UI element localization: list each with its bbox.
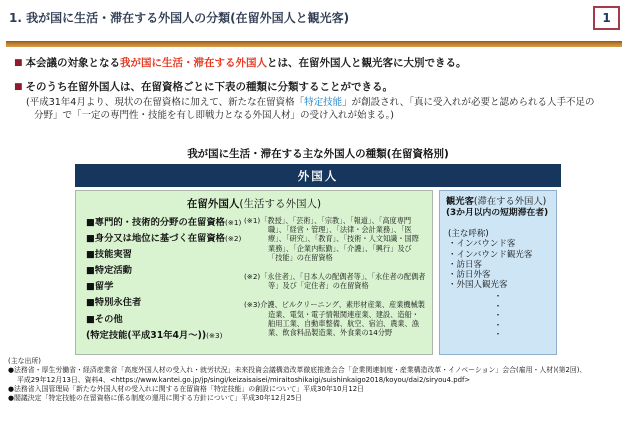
item-label: ■技能実習 [86, 249, 132, 261]
tourist-list-header: (主な呼称) [448, 229, 489, 239]
item-label: ■その他 [86, 313, 123, 325]
footnote-1: (※1)「教授」、「芸術」、「宗教」、「報道」、「高度専門職」、「経営・管理」、「法律・会計業務」、「医療」、「研究」、「教育」、「技術・人文知識・国際業務」、「企業内転勤」、「介護」、「興行」及び「技能」の在留資格 [244, 216, 419, 262]
bullet2-note-line2: 分野」で「一定の専門性・技能を有し即戦力となる外国人材」の受け入れが始まる。) [34, 110, 394, 121]
dot: ・ [493, 311, 503, 322]
bullet-classification-overview [14, 57, 620, 70]
table-header-foreigners [75, 164, 561, 187]
tourists-panel [439, 190, 557, 355]
list-item [86, 328, 244, 344]
bullet-square-icon: ■ [14, 58, 23, 68]
list-item [86, 312, 244, 328]
table-header-label: 外国人 [297, 168, 339, 183]
title-divider-bar [6, 41, 622, 47]
item-label: ■専門的・技術的分野の在留資格 [86, 217, 225, 228]
dot: ・ [493, 330, 503, 341]
residence-status-list [86, 215, 244, 344]
bullet1-pre-text: 本会議の対象となる [25, 57, 121, 69]
page-number-badge [593, 6, 620, 30]
bullet2-note-line1 [26, 97, 595, 109]
list-item [86, 247, 244, 263]
list-item: ・インバウンド観光客 [448, 249, 533, 260]
tourist-names-list [448, 229, 532, 291]
list-item [86, 263, 244, 279]
note-post-text: 」が創設され、「真に受入れが必要と認められる人手不足の [342, 97, 595, 108]
list-item: ・訪日客 [448, 259, 483, 270]
footnote-3: (※3)介護、ビルクリーニング、素形材産業、産業機械製造業、電気・電子情報関連産業、建設、造船・舶用工業、自動車整備、航空、宿泊、農業、漁業、飲食料品製造業、外食業の14分野 [244, 300, 425, 338]
item-label: ■特別永住者 [86, 297, 142, 309]
source-line-1-continuation: 平成29年12月13日、資料4、<https://www.kantei.go.jp/jp/singi/keizaisaisei/miraitoshikaigi/suishinkaigo2018/koyou/dai2/siryou4.pdf> [17, 375, 471, 384]
residence-status-footnotes [244, 216, 426, 347]
source-line-2: ●法務省入国管理局「新たな外国人材の受入れに関する在留資格「特定技能」の創設について」平成30年10月12日 [8, 384, 365, 393]
resident-foreigners-panel [75, 190, 433, 355]
resident-panel-heading [76, 196, 432, 211]
tourist-subtitle: (3か月以内の短期滞在者) [446, 207, 549, 218]
ellipsis-dots [440, 293, 556, 341]
footnote-2: (※2)「永住者」、「日本人の配偶者等」、「永住者の配偶者等」及び「定住者」の在留資格 [244, 272, 426, 291]
page-title: 1. 我が国に生活・滞在する外国人の分類(在留外国人と観光客) [9, 11, 350, 25]
page-number: 1 [602, 11, 611, 25]
item-ref: (※1) [224, 218, 242, 227]
note-blue-text: 特定技能 [304, 97, 343, 108]
item-label: ■身分又は地位に基づく在留資格 [86, 233, 225, 245]
list-item [86, 295, 244, 311]
source-line-1: ●法務省・厚生労働省・経済産業省「高度外国人材の受入れ・就労状況」未来投資会議構造改革徹底推進会合「企業関連制度・産業構造改革・イノベーション」会合(雇用・人材)(第2回)、 [8, 366, 587, 375]
item-label: ■特定活動 [86, 265, 132, 277]
note-pre-text: (平成31年4月より、現状の在留資格に加えて、新たな在留資格「 [26, 97, 305, 108]
sources-header: (主な出所) [8, 357, 41, 365]
bullet-residence-status [14, 81, 620, 94]
tourist-heading-bold: 観光客 [446, 196, 474, 207]
bullet-square-icon: ■ [14, 82, 23, 92]
list-item: ・インバウンド客 [448, 239, 516, 250]
bullet2-text: そのうち在留外国人は、在留資格ごとに下表の種類に分類することができる。 [25, 81, 394, 93]
resident-heading-bold: 在留外国人 [186, 198, 240, 210]
table-title: 我が国に生活・滞在する主な外国人の種類(在留資格別) [187, 148, 449, 160]
resident-heading-rest: (生活する外国人) [239, 198, 322, 210]
tourist-heading-rest: (滞在する外国人) [473, 196, 547, 207]
bullet1-red-text: 我が国に生活・滞在する外国人 [120, 57, 268, 69]
tourist-panel-heading [446, 196, 552, 219]
sources-footer [8, 357, 626, 403]
bullet1-post-text: とは、在留外国人と観光客に大別できる。 [267, 57, 467, 69]
item-ref: (※3) [206, 330, 223, 340]
dot: ・ [493, 301, 503, 312]
source-line-3: ●閣議決定「特定技能の在留資格に係る制度の運用に関する方針について」平成30年12月25日 [8, 394, 303, 403]
item-ref: (※2) [224, 234, 242, 244]
dot: ・ [493, 320, 503, 331]
list-item [86, 279, 244, 295]
list-item: ・外国人観光客 [448, 280, 508, 291]
item-label: (特定技能(平成31年4月～)) [86, 329, 207, 341]
item-label: ■留学 [86, 281, 114, 293]
list-item: ・訪日外客 [448, 270, 491, 281]
list-item [86, 215, 244, 231]
list-item [86, 231, 244, 247]
dot: ・ [493, 292, 503, 302]
